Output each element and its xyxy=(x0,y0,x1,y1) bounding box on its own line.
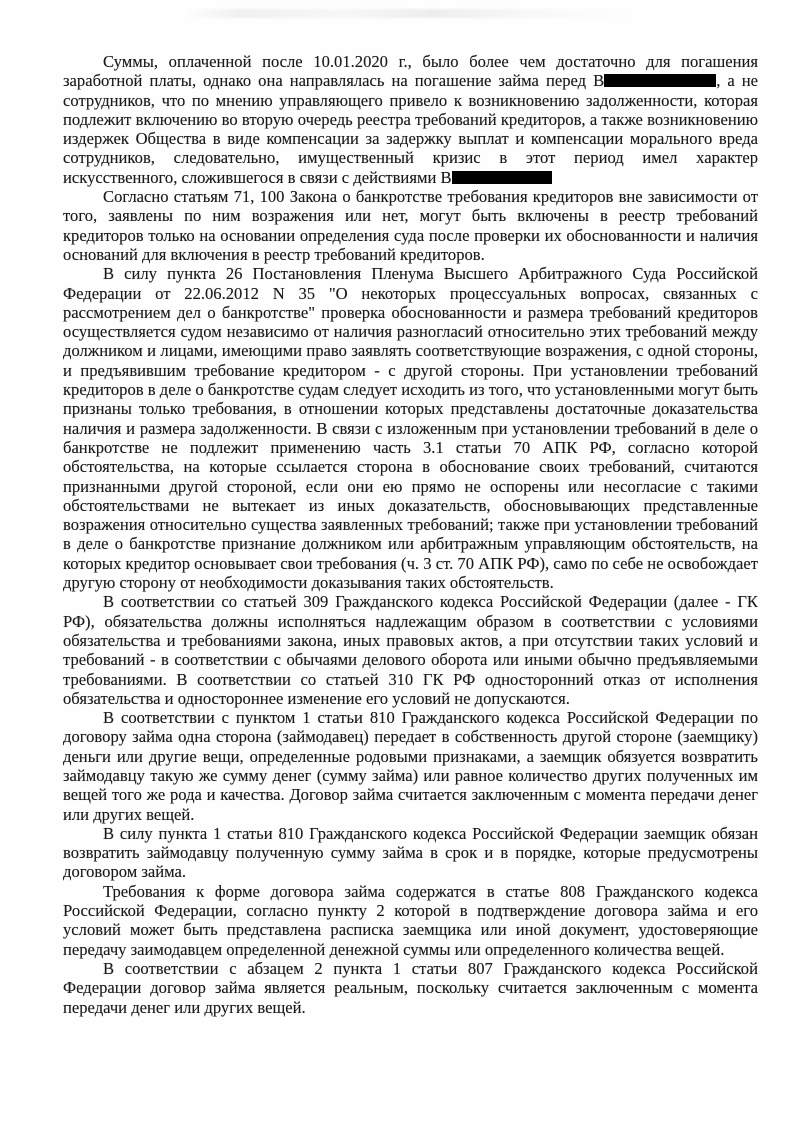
paragraph xyxy=(63,959,758,1017)
document-content xyxy=(0,52,800,1017)
paragraph-text: В соответствии со статьей 309 Гражданского кодекса Российской Федерации (далее - ГК РФ), обязательства должны исполняться надлежащим образом в соответствии с условиями обязательства и требованиями закона, иных правовых актов, а при отсутствии таких условий и требований - в соответствии с обычаями делового оборота или иными обычно предъявляемыми требованиями. В соответствии со статьей 310 ГК РФ односторонний отказ от исполнения обязательства и одностороннее изменение его условий не допускаются. xyxy=(63,592,758,708)
paragraph xyxy=(63,708,758,824)
redaction-bar xyxy=(604,74,716,87)
paragraph xyxy=(63,264,758,592)
scan-artifact xyxy=(185,9,635,18)
redaction-bar xyxy=(452,171,552,184)
paragraph xyxy=(63,52,758,187)
paragraph-text: , а не сотрудников, что по мнению управляющего привело к возникновению задолженности, которая подлежит включению во вторую очередь реестра требований кредиторов, а также возникновению издержек Общества в виде компенсации за задержку выплат и компенсации морального вреда сотрудников, следовательно, имущественный кризис в этот период имел характер искусственного, сложившегося в связи с действиями В xyxy=(63,71,759,187)
paragraph-text: Согласно статьям 71, 100 Закона о банкротстве требования кредиторов вне зависимости от того, заявлены по ним возражения или нет, могут быть включены в реестр требований кредиторов только на основании определения суда после проверки их обоснованности и наличия оснований для включения в реестр требований кредиторов. xyxy=(63,187,758,264)
paragraph-text: Суммы, оплаченной после 10.01.2020 г., было более чем достаточно для погашения заработной платы, однако она направлялась на погашение займа перед В xyxy=(63,52,758,91)
paragraph-text: В соответствии с абзацем 2 пункта 1 статьи 807 Гражданского кодекса Российской Федерации договор займа является реальным, поскольку считается заключенным с момента передачи денег или других вещей. xyxy=(63,958,758,1017)
paragraph-text: В соответствии с пунктом 1 статьи 810 Гражданского кодекса Российской Федерации по договору займа одна сторона (займодавец) передает в собственность другой стороне (заемщику) деньги или другие вещи, определенные родовыми признаками, а заемщик обязуется возвратить займодавцу такую же сумму денег (сумму займа) или равное количество других полученных им вещей того же рода и качества. Договор займа считается заключенным с момента передачи денег или других вещей. xyxy=(63,708,758,824)
paragraph xyxy=(63,592,758,708)
paragraph-text: Требования к форме договора займа содержатся в статье 808 Гражданского кодекса Российской Федерации, согласно пункту 2 которой в подтверждение договора займа и его условий может быть представлена расписка заемщика или иной документ, удостоверяющие передачу заимодавцем определенной денежной суммы или определенного количества вещей. xyxy=(63,881,758,959)
paragraph-text: В силу пункта 26 Постановления Пленума Высшего Арбитражного Суда Российской Федерации от 22.06.2012 N 35 "О некоторых процессуальных вопросах, связанных с рассмотрением дел о банкротстве" проверка обоснованности и размера требований кредиторов осуществляется судом независимо от наличия разногласий относительно этих требований между должником и лицами, имеющими право заявлять соответствующие возражения, с одной стороны, и предъявившим требование кредитором - с другой стороны. При установлении требований кредиторов в деле о банкротстве судам следует исходить из того, что установленными могут быть признаны только требования, в отношении которых представлены достаточные доказательства наличия и размера задолженности. В связи с изложенным при установлении требований в деле о банкротстве не подлежит применению часть 3.1 статьи 70 АПК РФ, согласно которой обстоятельства, на которые ссылается сторона в обоснование своих требований, считаются признанными другой стороной, если они ею прямо не оспорены или несогласие с такими обстоятельствами не вытекает из иных доказательств, обосновывающих представленные возражения относительно существа заявленных требований; также при установлении требований в деле о банкротстве признание должником или арбитражным управляющим обстоятельств, на которых кредитор основывает свои требования (ч. 3 ст. 70 АПК РФ), само по себе не освобождает другую сторону от необходимости доказывания таких обстоятельств. xyxy=(63,264,758,593)
paragraph xyxy=(63,824,758,882)
paragraph-text: В силу пункта 1 статьи 810 Гражданского кодекса Российской Федерации заемщик обязан возвратить займодавцу полученную сумму займа в срок и в порядке, которые предусмотрены договором займа. xyxy=(63,823,758,882)
paragraph xyxy=(63,882,758,959)
paragraph xyxy=(63,187,758,264)
